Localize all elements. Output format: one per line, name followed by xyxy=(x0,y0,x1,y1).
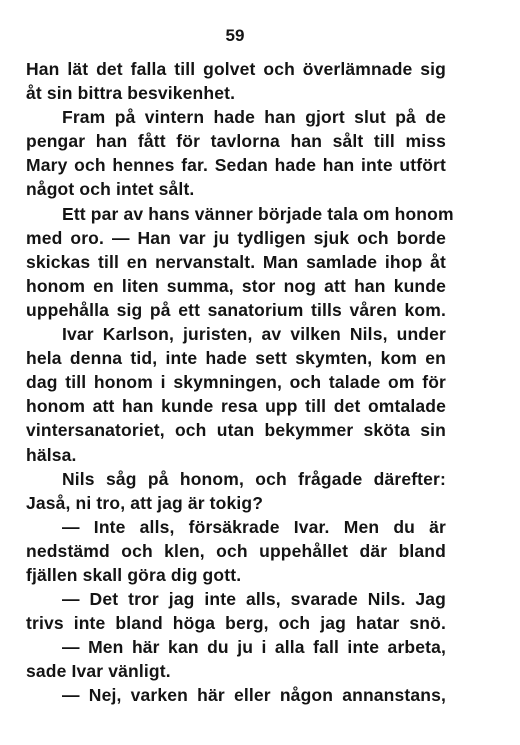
text-line: pengar han fått för tavlorna han sålt till miss xyxy=(26,131,446,152)
text-line: uppehålla sig på ett sanatorium tills våren kom. xyxy=(26,299,446,320)
text-line: med oro. — Han var ju tydligen sjuk och borde xyxy=(26,227,446,248)
text-line: nedstämd och klen, och uppehållet där bland xyxy=(26,540,446,561)
text-line: — Nej, varken här eller någon annanstans, xyxy=(62,685,446,706)
text-line: åt sin bittra besvikenhet. xyxy=(26,83,236,104)
text-line: dag till honom i skymningen, och talade om för xyxy=(26,372,446,393)
text-line: Mary och hennes far. Sedan hade han inte utfört xyxy=(26,155,446,176)
body-text xyxy=(26,57,454,708)
text-line: Ivar Karlson, juristen, av vilken Nils, under xyxy=(62,324,446,345)
text-line: — Det tror jag inte alls, svarade Nils. Jag xyxy=(62,589,446,610)
text-line: fjällen skall göra dig gott. xyxy=(26,564,242,585)
text-line: honom att han kunde resa upp till det omtalade xyxy=(26,396,446,417)
text-line: vintersanatoriet, och utan bekymmer sköta sin xyxy=(26,420,446,441)
text-line: trivs inte bland höga berg, och jag hatar snö. xyxy=(26,613,446,634)
text-line: Fram på vintern hade han gjort slut på de xyxy=(62,107,446,128)
page-number: 59 xyxy=(225,26,245,45)
text-line: — Men här kan du ju i alla fall inte arbeta, xyxy=(62,637,446,658)
text-line: sade Ivar vänligt. xyxy=(26,661,171,682)
text-line: Nils såg på honom, och frågade därefter: xyxy=(62,468,446,489)
text-line: honom en liten summa, stor nog att han kunde xyxy=(26,275,446,296)
text-line: något och intet sålt. xyxy=(26,179,195,200)
text-line: Jaså, ni tro, att jag är tokig? xyxy=(26,492,264,513)
text-line: — Inte alls, försäkrade Ivar. Men du är xyxy=(62,516,446,537)
text-line: skickas till en nervanstalt. Man samlade ihop åt xyxy=(26,251,446,272)
text-line: Han lät det falla till golvet och överlämnade sig xyxy=(26,59,446,79)
text-line: Ett par av hans vänner började tala om honom xyxy=(62,203,454,224)
text-line: hela denna tid, inte hade sett skymten, kom en xyxy=(26,348,446,369)
text-line: hälsa. xyxy=(26,444,77,465)
